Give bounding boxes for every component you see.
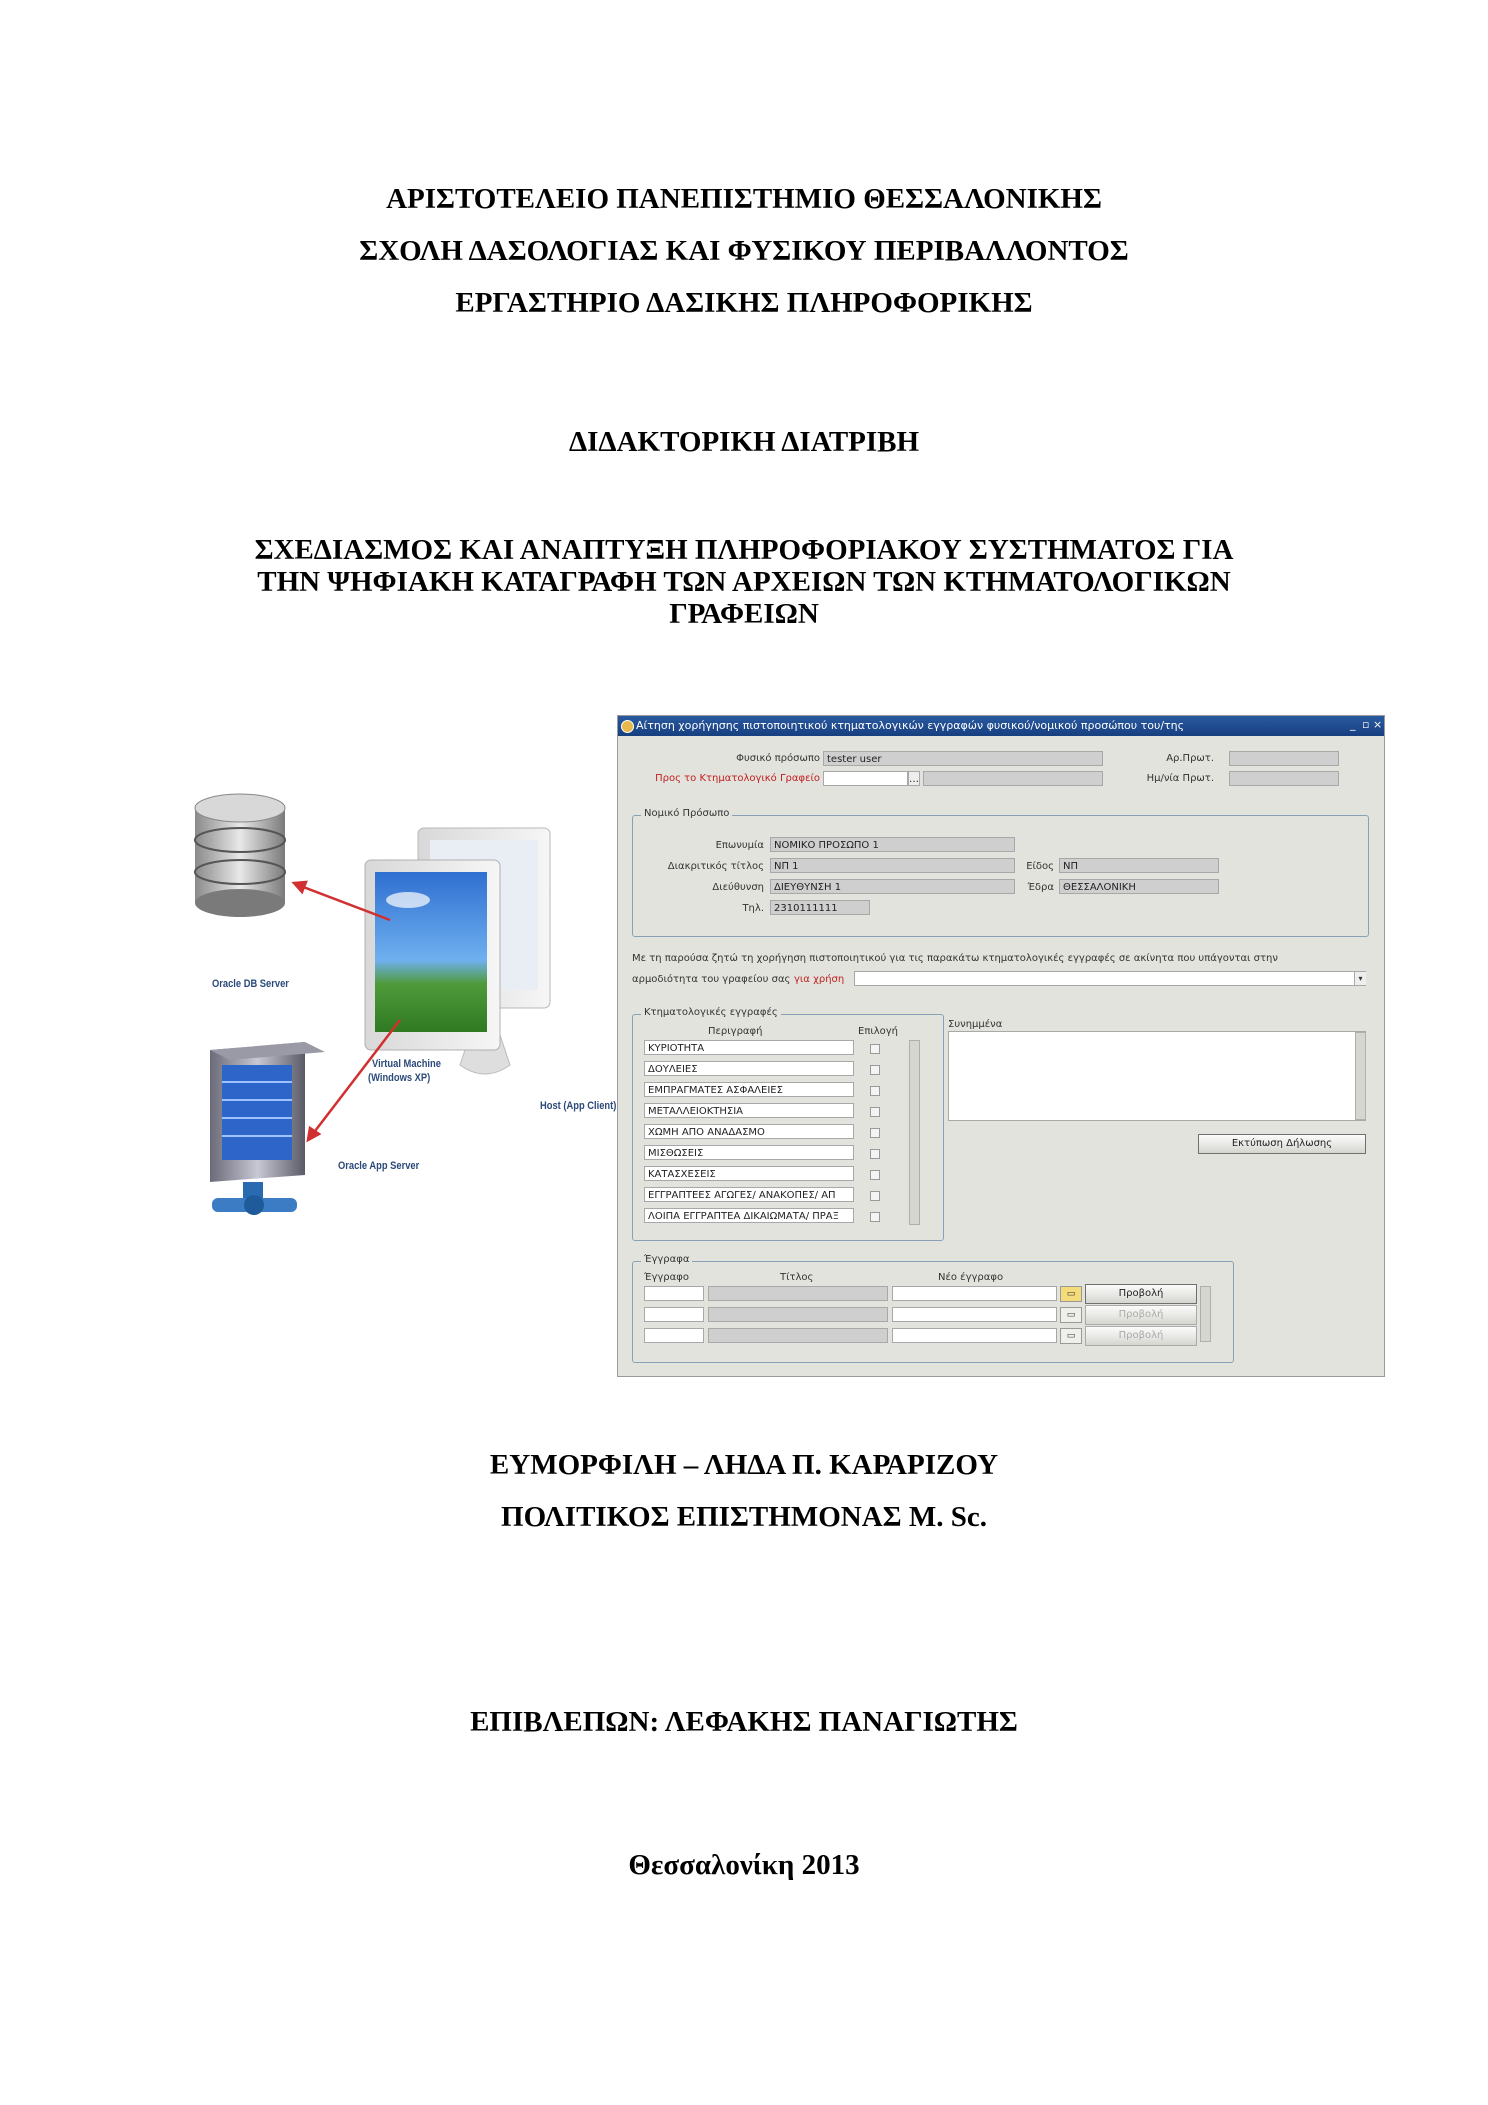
architecture-diagram xyxy=(150,720,620,1240)
documents-scrollbar[interactable] xyxy=(1200,1286,1211,1342)
doc-title-field[interactable] xyxy=(708,1307,888,1322)
phone-field[interactable]: 2310111111 xyxy=(770,900,870,915)
col-selection-header: Επιλογή xyxy=(858,1026,899,1037)
entry-row[interactable]: ΜΙΣΘΩΣΕΙΣ xyxy=(644,1145,854,1160)
office-name-field[interactable] xyxy=(923,771,1103,786)
doc-title-field[interactable] xyxy=(708,1328,888,1343)
view-button[interactable]: Προβολή xyxy=(1085,1284,1197,1304)
entry-checkbox[interactable] xyxy=(870,1107,880,1117)
physical-person-label: Φυσικό πρόσωπο xyxy=(736,753,820,764)
school-name: ΣΧΟΛΗ ΔΑΣΟΛΟΓΙΑΣ ΚΑΙ ΦΥΣΙΚΟΥ ΠΕΡΙΒΑΛΛΟΝΤΟΣ xyxy=(359,235,1129,267)
request-text-2: αρμοδιότητα του γραφείου σας xyxy=(632,974,791,985)
legal-person-group xyxy=(632,808,1369,937)
new-doc-field[interactable] xyxy=(892,1307,1057,1322)
place-year: Θεσσαλονίκη 2013 xyxy=(628,1849,860,1881)
address-field[interactable]: ΔΙΕΥΘΥΝΣΗ 1 xyxy=(770,879,1015,894)
thesis-title-line-1: ΣΧΕΔΙΑΣΜΟΣ ΚΑΙ ΑΝΑΠΤΥΞΗ ΠΛΗΡΟΦΟΡΙΑΚΟΥ ΣΥΣΤΗΜΑΤΟΣ ΓΙΑ xyxy=(254,534,1234,566)
use-dropdown-icon[interactable]: ▾ xyxy=(1354,972,1366,985)
lab-name: ΕΡΓΑΣΤΗΡΙΟ ΔΑΣΙΚΗΣ ΠΛΗΡΟΦΟΡΙΚΗΣ xyxy=(455,287,1033,319)
entry-row[interactable]: ΛΟΙΠΑ ΕΓΓΡΑΠΤΕΑ ΔΙΚΑΙΩΜΑΤΑ/ ΠΡΑΞ xyxy=(644,1208,854,1223)
thesis-title-line-3: ΓΡΑΦΕΙΩΝ xyxy=(669,598,819,630)
seat-label: Έδρα xyxy=(1027,882,1054,893)
col-description-header: Περιγραφή xyxy=(708,1026,763,1037)
entry-row[interactable]: ΚΑΤΑΣΧΕΣΕΙΣ xyxy=(644,1166,854,1181)
new-doc-field[interactable] xyxy=(892,1286,1057,1301)
entry-row[interactable]: ΕΜΠΡΑΓΜΑΤΕΣ ΑΣΦΑΛΕΙΕΣ xyxy=(644,1082,854,1097)
protocol-no-label: Αρ.Πρωτ. xyxy=(1166,753,1214,764)
col-new-doc-header: Νέο έγγραφο xyxy=(938,1272,1004,1283)
entry-checkbox[interactable] xyxy=(870,1128,880,1138)
entry-row[interactable]: ΜΕΤΑΛΛΕΙΟΚΤΗΣΙΑ xyxy=(644,1103,854,1118)
phone-label: Τηλ. xyxy=(742,903,764,914)
entry-checkbox[interactable] xyxy=(870,1170,880,1180)
vm-label-line-1: Virtual Machine xyxy=(372,1058,441,1070)
entry-row[interactable]: ΕΓΓΡΑΠΤΕΕΣ ΑΓΩΓΕΣ/ ΑΝΑΚΟΠΕΣ/ ΑΠ xyxy=(644,1187,854,1202)
folder-icon[interactable]: ▭ xyxy=(1060,1286,1082,1302)
entry-row[interactable]: ΧΩΜΗ ΑΠΟ ΑΝΑΔΑΣΜΟ xyxy=(644,1124,854,1139)
office-lov-button[interactable]: … xyxy=(908,771,920,786)
attachments-label: Συνημμένα xyxy=(948,1019,1003,1030)
window-title: Αίτηση χορήγησης πιστοποιητικού κτηματολογικών εγγραφών φυσικού/νομικού προσώπου του/της xyxy=(636,719,1185,732)
protocol-no-field[interactable] xyxy=(1229,751,1339,766)
legal-name-field[interactable]: ΝΟΜΙΚΟ ΠΡΟΣΩΠΟ 1 xyxy=(770,837,1015,852)
doc-id-field[interactable] xyxy=(644,1307,704,1322)
app-server-label: Oracle App Server xyxy=(338,1160,420,1172)
distinct-title-field[interactable]: ΝΠ 1 xyxy=(770,858,1015,873)
type-label: Είδος xyxy=(1026,861,1054,872)
office-code-field[interactable] xyxy=(823,771,908,786)
doc-title-field[interactable] xyxy=(708,1286,888,1301)
folder-icon[interactable]: ▭ xyxy=(1060,1328,1082,1344)
new-doc-field[interactable] xyxy=(892,1328,1057,1343)
app-server-icon xyxy=(210,1042,325,1215)
legal-person-group-title: Νομικό Πρόσωπο xyxy=(641,808,732,819)
attachments-scrollbar[interactable] xyxy=(1355,1032,1366,1120)
thesis-title-line-2: ΤΗΝ ΨΗΦΙΑΚΗ ΚΑΤΑΓΡΑΦΗ ΤΩΝ ΑΡΧΕΙΩΝ ΤΩΝ ΚΤΗΜΑΤΟΛΟΓΙΚΩΝ xyxy=(257,566,1231,598)
print-declaration-button[interactable]: Εκτύπωση Δήλωσης xyxy=(1198,1134,1366,1154)
maximize-icon[interactable]: ▫ xyxy=(1362,718,1370,731)
attachments-field[interactable] xyxy=(948,1031,1366,1121)
oracle-form-window xyxy=(617,715,1385,1377)
university-name: ΑΡΙΣΤΟΤΕΛΕΙΟ ΠΑΝΕΠΙΣΤΗΜΙΟ ΘΕΣΣΑΛΟΝΙΚΗΣ xyxy=(386,183,1102,215)
office-label: Προς το Κτηματολογικό Γραφείο xyxy=(655,773,820,784)
minimize-icon[interactable]: _ xyxy=(1350,718,1356,731)
entry-checkbox[interactable] xyxy=(870,1191,880,1201)
virtual-machine-monitor-icon xyxy=(365,860,500,1050)
author-name: ΕΥΜΟΡΦΙΛΗ – ΛΗΔΑ Π. ΚΑΡΑΡΙΖΟΥ xyxy=(489,1449,999,1481)
col-title-header: Τίτλος xyxy=(780,1272,814,1283)
use-label: για χρήση xyxy=(794,974,845,985)
entry-checkbox[interactable] xyxy=(870,1149,880,1159)
vm-label-line-2: (Windows XP) xyxy=(368,1072,431,1084)
type-field[interactable]: ΝΠ xyxy=(1059,858,1219,873)
protocol-date-field[interactable] xyxy=(1229,771,1339,786)
view-button[interactable]: Προβολή xyxy=(1085,1326,1197,1346)
database-icon xyxy=(195,794,285,917)
address-label: Διεύθυνση xyxy=(712,882,764,893)
entries-group-title: Κτηματολογικές εγγραφές xyxy=(641,1007,781,1018)
app-icon xyxy=(621,720,634,733)
entry-row[interactable]: ΚΥΡΙΟΤΗΤΑ xyxy=(644,1040,854,1055)
distinct-title-label: Διακριτικός τίτλος xyxy=(667,861,764,872)
doc-id-field[interactable] xyxy=(644,1328,704,1343)
documents-group-title: Έγγραφα xyxy=(641,1254,692,1265)
supervisor: ΕΠΙΒΛΕΠΩΝ: ΛΕΦΑΚΗΣ ΠΑΝΑΓΙΩΤΗΣ xyxy=(470,1706,1018,1738)
host-label: Host (App Client) xyxy=(540,1100,617,1112)
entry-checkbox[interactable] xyxy=(870,1212,880,1222)
legal-name-label: Επωνυμία xyxy=(715,840,764,851)
entry-checkbox[interactable] xyxy=(870,1065,880,1075)
document-type: ΔΙΔΑΚΤΟΡΙΚΗ ΔΙΑΤΡΙΒΗ xyxy=(568,426,920,458)
folder-icon[interactable]: ▭ xyxy=(1060,1307,1082,1323)
use-field[interactable] xyxy=(854,971,1366,986)
window-titlebar xyxy=(618,716,1384,736)
request-text: Με τη παρούσα ζητώ τη χορήγηση πιστοποιητικού για τις παρακάτω κτηματολογικές εγγραφές σε ακίνητα που υπάγονται στην xyxy=(632,953,1278,964)
author-profession: ΠΟΛΙΤΙΚΟΣ ΕΠΙΣΤΗΜΟΝΑΣ M. Sc. xyxy=(501,1501,987,1533)
view-button[interactable]: Προβολή xyxy=(1085,1305,1197,1325)
col-doc-header: Έγγραφο xyxy=(644,1272,689,1283)
seat-field[interactable]: ΘΕΣΣΑΛΟΝΙΚΗ xyxy=(1059,879,1219,894)
physical-person-field[interactable]: tester user xyxy=(823,751,1103,766)
db-server-label: Oracle DB Server xyxy=(212,978,289,990)
close-icon[interactable]: × xyxy=(1373,718,1383,731)
entries-scrollbar[interactable] xyxy=(909,1040,920,1225)
entry-checkbox[interactable] xyxy=(870,1086,880,1096)
entry-checkbox[interactable] xyxy=(870,1044,880,1054)
entry-row[interactable]: ΔΟΥΛΕΙΕΣ xyxy=(644,1061,854,1076)
doc-id-field[interactable] xyxy=(644,1286,704,1301)
protocol-date-label: Ημ/νία Πρωτ. xyxy=(1146,773,1214,784)
